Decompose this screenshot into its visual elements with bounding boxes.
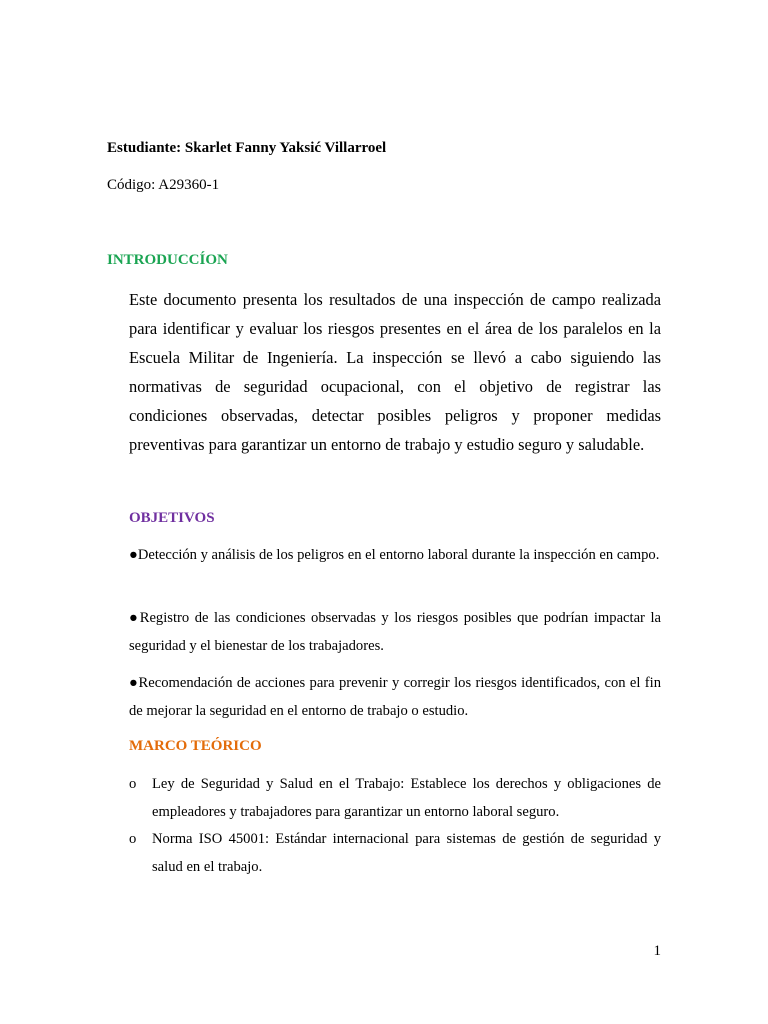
hollow-bullet-icon: o [129, 831, 137, 847]
student-name: Estudiante: Skarlet Fanny Yaksić Villarroel [107, 140, 387, 156]
objective-item: ●Detección y análisis de los peligros en el entorno laboral durante la inspección en campo. [129, 547, 660, 563]
objective-item: ●Recomendación de acciones para prevenir y corregir los riesgos identificados, con el fin de mejorar la seguridad en el entorno de trabajo o estudio. [129, 675, 661, 719]
page-number: 1 [653, 943, 661, 959]
list-item-text: Norma ISO 45001: Estándar internacional para sistemas de gestión de seguridad y salud en el trabajo. [152, 831, 661, 875]
theoretical-framework-list [129, 771, 661, 881]
list-item-text: Ley de Seguridad y Salud en el Trabajo: Establece los derechos y obligaciones de empleadores y trabajadores para garantizar un entorno laboral seguro. [152, 776, 661, 820]
introduction-heading: INTRODUCCÍON [107, 252, 228, 268]
student-code: Código: A29360-1 [107, 177, 220, 193]
list-item [129, 771, 661, 826]
objective-item: ●Registro de las condiciones observadas y los riesgos posibles que podrían impactar la seguridad y el bienestar de los trabajadores. [129, 610, 661, 654]
hollow-bullet-icon: o [129, 776, 137, 792]
list-item [129, 826, 661, 881]
introduction-paragraph: Este documento presenta los resultados de una inspección de campo realizada para identificar y evaluar los riesgos presentes en el área de los paralelos en la Escuela Militar de Ingeniería. La inspección se llevó a cabo siguiendo las normativas de seguridad ocupacional, con el objetivo de registrar las condiciones observadas, detectar posibles peligros y proponer medidas preventivas para garantizar un entorno de trabajo y estudio seguro y saludable. [129, 290, 661, 454]
objectives-heading: OBJETIVOS [129, 510, 215, 526]
theoretical-framework-heading: MARCO TEÓRICO [129, 738, 262, 754]
